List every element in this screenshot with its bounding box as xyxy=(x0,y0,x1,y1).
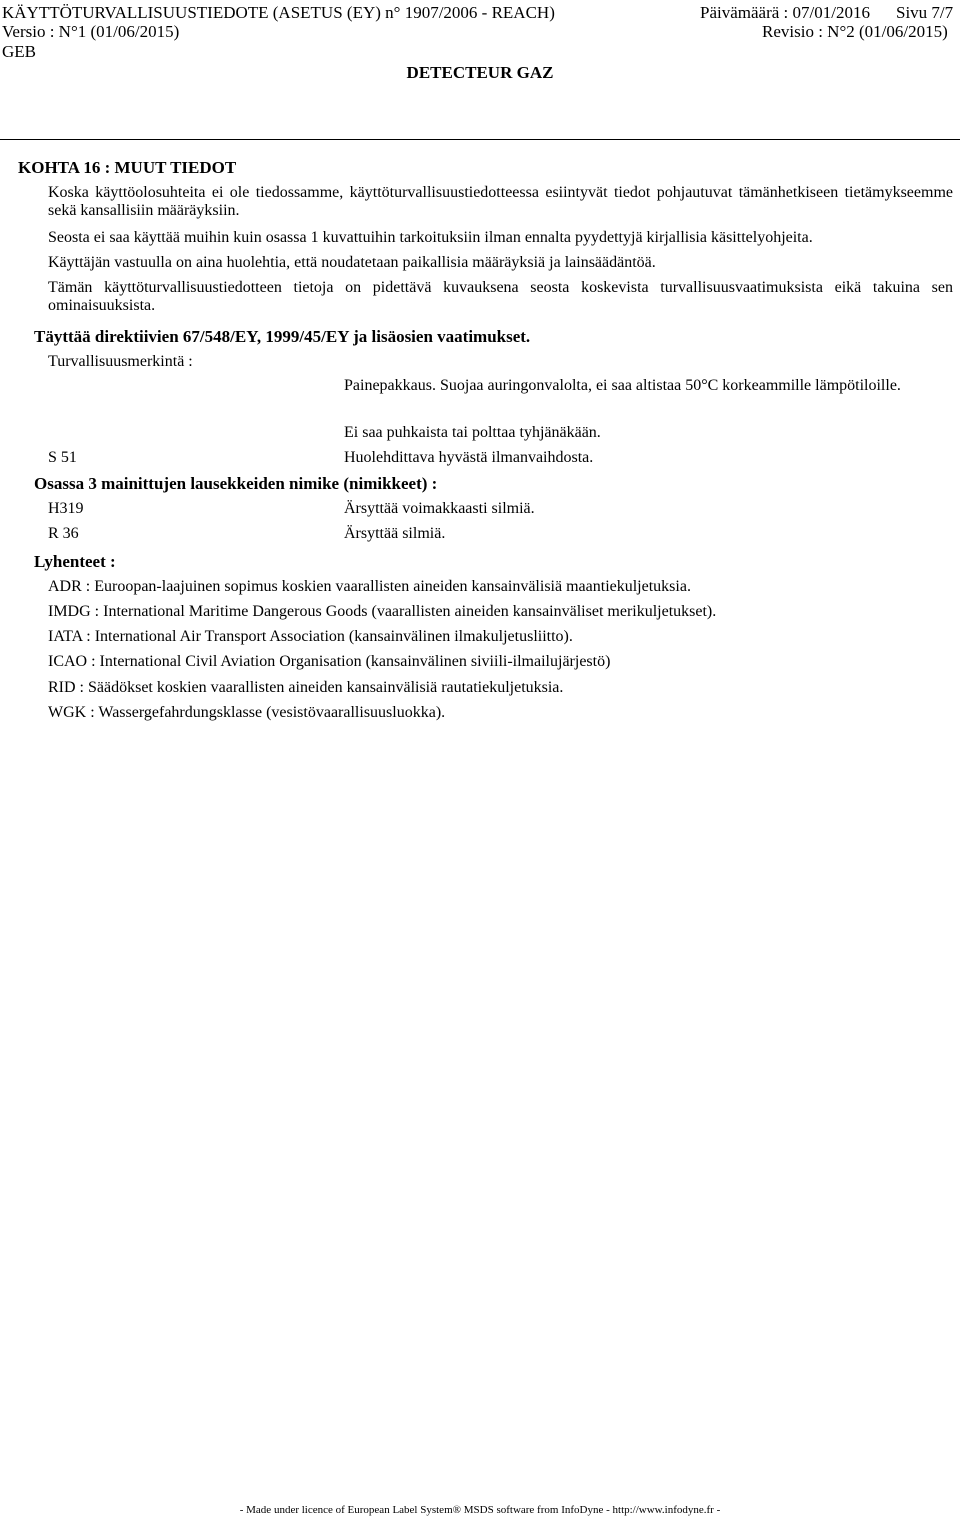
s-phrase-code: S 51 xyxy=(48,449,77,466)
labelling-line-1: Painepakkaus. Suojaa auringonvalolta, ei saa altistaa 50°C korkeammille lämpötiloille. xyxy=(344,377,901,394)
phrase-code: H319 xyxy=(48,500,84,517)
abbreviation-item: WGK : Wassergefahrdungsklasse (vesistövaarallisuusluokka). xyxy=(48,704,446,721)
product-name: DETECTEUR GAZ xyxy=(406,63,554,82)
paragraph-4: Tämän käyttöturvallisuustiedotteen tietoja on pidettävä kuvauksena seosta koskevista turvallisuusvaatimuksista eikä takuina sen ominaisuuksista. xyxy=(48,279,953,314)
page-footer: - Made under licence of European Label System® MSDS software from InfoDyne - http://www.infodyne.fr - xyxy=(239,1504,721,1516)
phrase-code: R 36 xyxy=(48,525,79,542)
directive-statement: Täyttää direktiivien 67/548/EY, 1999/45/EY ja lisäosien vaatimukset. xyxy=(34,327,531,346)
phrase-text: Ärsyttää voimakkaasti silmiä. xyxy=(344,500,535,517)
document-title: KÄYTTÖTURVALLISUUSTIEDOTE (ASETUS (EY) n° 1907/2006 - REACH) xyxy=(2,3,555,22)
abbreviation-item: IATA : International Air Transport Association (kansainvälinen ilmakuljetusliitto). xyxy=(48,628,573,645)
phrases-title: Osassa 3 mainittujen lausekkeiden nimike (nimikkeet) : xyxy=(34,474,438,493)
paragraph-1: Koska käyttöolosuhteita ei ole tiedossamme, käyttöturvallisuustiedotteessa esiintyvät tiedot pohjautuvat tämänhetkiseen tietämykseemme sekä kansallisiin määräyksiin. xyxy=(48,184,953,219)
section-heading: KOHTA 16 : MUUT TIEDOT xyxy=(18,158,237,177)
abbreviation-item: RID : Säädökset koskien vaarallisten aineiden kansainvälisiä rautatiekuljetuksia. xyxy=(48,679,564,696)
paragraph-3: Käyttäjän vastuulla on aina huolehtia, että noudatetaan paikallisia määräyksiä ja lainsäädäntöä. xyxy=(48,254,656,271)
document-revision: Revisio : N°2 (01/06/2015) xyxy=(762,22,948,41)
abbreviation-item: ICAO : International Civil Aviation Organisation (kansainvälinen siviili-ilmailujärjestö) xyxy=(48,653,611,670)
page-number: Sivu 7/7 xyxy=(896,3,954,22)
document-code: GEB xyxy=(2,42,36,61)
abbreviation-item: IMDG : International Maritime Dangerous Goods (vaarallisten aineiden kansainväliset merikuljetukset). xyxy=(48,603,717,620)
paragraph-2: Seosta ei saa käyttää muihin kuin osassa 1 kuvattuihin tarkoituksiin ilman ennalta pyydettyjä kirjallisia käsittelyohjeita. xyxy=(48,229,813,246)
labelling-title: Turvallisuusmerkintä : xyxy=(48,353,193,370)
section-top-rule xyxy=(0,139,960,140)
document-version: Versio : N°1 (01/06/2015) xyxy=(2,22,180,41)
s-phrase-text: Huolehdittava hyvästä ilmanvaihdosta. xyxy=(344,449,594,466)
document-date: Päivämäärä : 07/01/2016 xyxy=(700,3,870,22)
abbreviations-title: Lyhenteet : xyxy=(34,552,116,571)
phrase-text: Ärsyttää silmiä. xyxy=(344,525,446,542)
labelling-line-2: Ei saa puhkaista tai polttaa tyhjänäkään. xyxy=(344,424,601,441)
abbreviation-item: ADR : Euroopan-laajuinen sopimus koskien vaarallisten aineiden kansainvälisiä maantiekuljetuksia. xyxy=(48,578,691,595)
